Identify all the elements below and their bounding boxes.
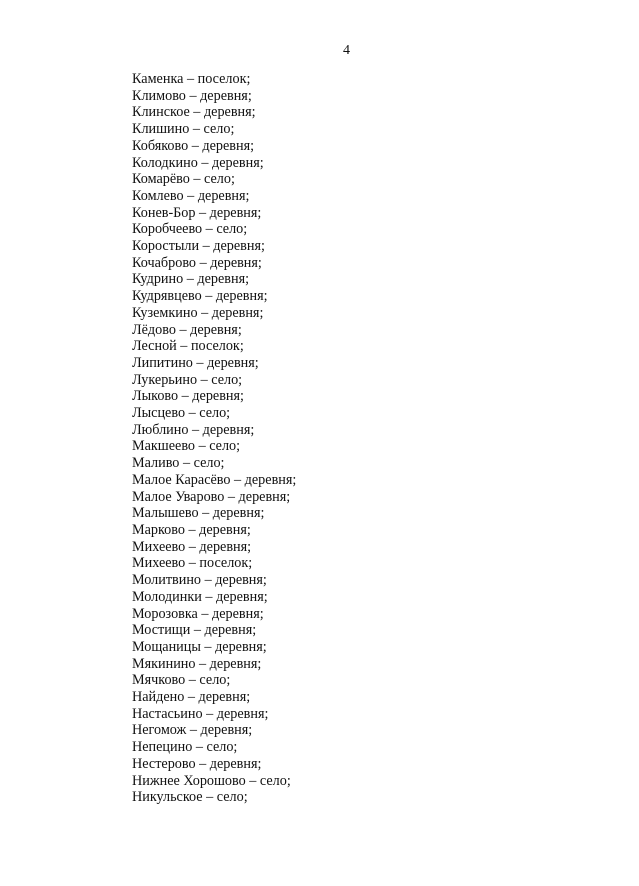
settlement-item: Малое Карасёво – деревня; [132, 471, 297, 488]
settlement-item: Лыково – деревня; [132, 388, 244, 405]
settlement-item: Морозовка – деревня; [132, 605, 264, 622]
settlement-item: Мячково – село; [132, 672, 231, 689]
settlement-item: Маливо – село; [132, 455, 225, 472]
settlement-item: Кудрявцево – деревня; [132, 288, 268, 305]
settlement-item: Настасьино – деревня; [132, 705, 269, 722]
settlement-item: Каменка – поселок; [132, 71, 251, 87]
settlement-item: Конев-Бор – деревня; [132, 204, 262, 221]
settlement-item: Кобяково – деревня; [132, 137, 255, 154]
settlement-list [132, 71, 296, 806]
settlement-item: Молодинки – деревня; [132, 588, 268, 605]
settlement-item: Клинское – деревня; [132, 104, 256, 121]
settlement-item: Нижнее Хорошово – село; [132, 772, 291, 789]
settlement-item: Мощаницы – деревня; [132, 638, 267, 655]
settlement-item: Лесной – поселок; [132, 338, 244, 355]
settlement-item: Кудрино – деревня; [132, 271, 250, 288]
settlement-item: Макшеево – село; [132, 438, 241, 455]
settlement-item: Непецино – село; [132, 739, 238, 756]
settlement-item: Липитино – деревня; [132, 354, 259, 371]
settlement-item: Негомож – деревня; [132, 722, 253, 739]
settlement-item: Комлево – деревня; [132, 187, 250, 204]
settlement-item: Мостищи – деревня; [132, 622, 257, 639]
settlement-item: Молитвино – деревня; [132, 572, 267, 589]
settlement-item: Коростыли – деревня; [132, 238, 265, 255]
settlement-item: Лысцево – село; [132, 405, 231, 422]
settlement-item: Колодкино – деревня; [132, 154, 264, 171]
settlement-item: Нестерово – деревня; [132, 755, 262, 772]
settlement-item: Лёдово – деревня; [132, 321, 242, 338]
settlement-item: Кочаброво – деревня; [132, 254, 262, 271]
settlement-item: Малышево – деревня; [132, 505, 265, 522]
settlement-item: Никульское – село; [132, 789, 248, 806]
settlement-item: Лукерьино – село; [132, 371, 243, 388]
settlement-item: Мякинино – деревня; [132, 655, 262, 672]
settlement-item: Марково – деревня; [132, 521, 251, 538]
page-number: 4 [343, 43, 350, 58]
settlement-item: Куземкино – деревня; [132, 304, 264, 321]
settlement-item: Комарёво – село; [132, 171, 235, 188]
settlement-item: Михеево – поселок; [132, 555, 253, 572]
settlement-item: Найдено – деревня; [132, 689, 251, 706]
settlement-item: Люблино – деревня; [132, 421, 255, 438]
settlement-item: Климово – деревня; [132, 87, 252, 104]
settlement-item: Коробчеево – село; [132, 221, 248, 238]
settlement-item: Малое Уварово – деревня; [132, 488, 291, 505]
settlement-item: Клишино – село; [132, 121, 235, 138]
settlement-item: Михеево – деревня; [132, 538, 252, 555]
